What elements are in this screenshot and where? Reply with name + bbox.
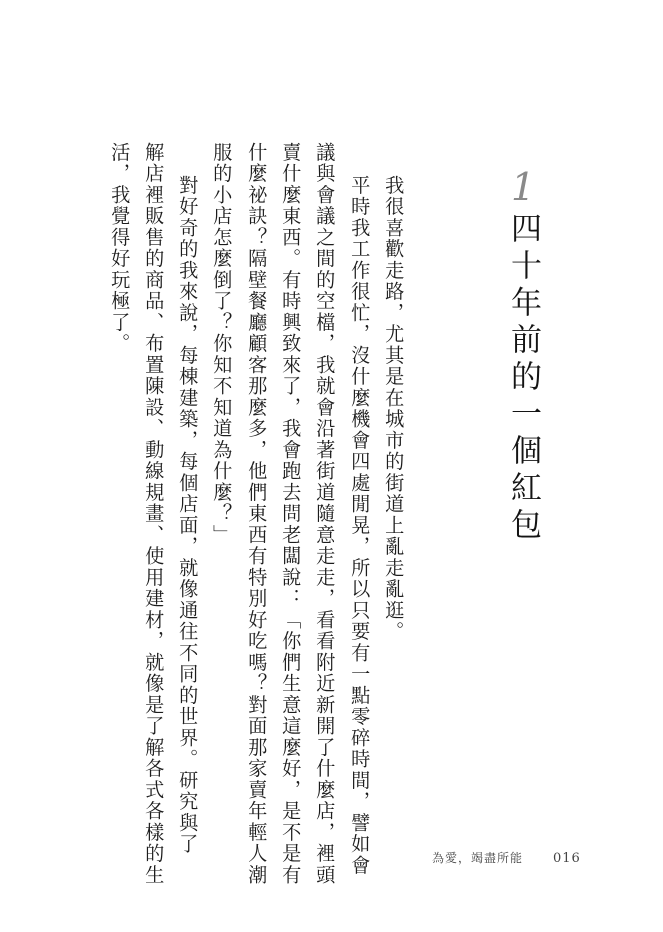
body-line-2: 平時我工作很忙，沒什麼機會四處閒晃，所以只要有一點零碎時間，譬如會 — [348, 175, 372, 877]
chapter-title: 四十年前的一個紅包 — [505, 212, 541, 545]
body-line-7: 對好奇的我來說，每棟建築，每個店面，就像通往不同的世界。研究與了 — [176, 175, 200, 855]
chapter-number: 1 — [511, 165, 536, 209]
body-line-8: 解店裡販售的商品、布置陳設、動線規畫、使用建材，就像是了解各式各樣的生 — [142, 142, 166, 886]
body-line-3: 議與會議之間的空檔，我就會沿著街道隨意走走，看看附近新開了什麼店，裡頭 — [313, 142, 337, 886]
body-line-4: 賣什麼東西。有時興致來了，我會跑去問老闆說：「你們生意這麼好，是不是有 — [279, 142, 303, 886]
page-number: 016 — [553, 851, 581, 866]
body-line-6: 服的小店怎麼倒了？你知不知道為什麼？」 — [210, 142, 234, 546]
body-line-5: 什麼祕訣？隔壁餐廳顧客那麼多，他們東西有特別好吃嗎？對面那家賣年輕人潮 — [245, 142, 269, 886]
body-line-1: 我很喜歡走路，尤其是在城市的街道上亂走亂逛。 — [382, 175, 406, 643]
body-line-9: 活，我覺得好玩極了。 — [108, 142, 132, 355]
running-title: 為愛，竭盡所能 — [432, 851, 524, 865]
